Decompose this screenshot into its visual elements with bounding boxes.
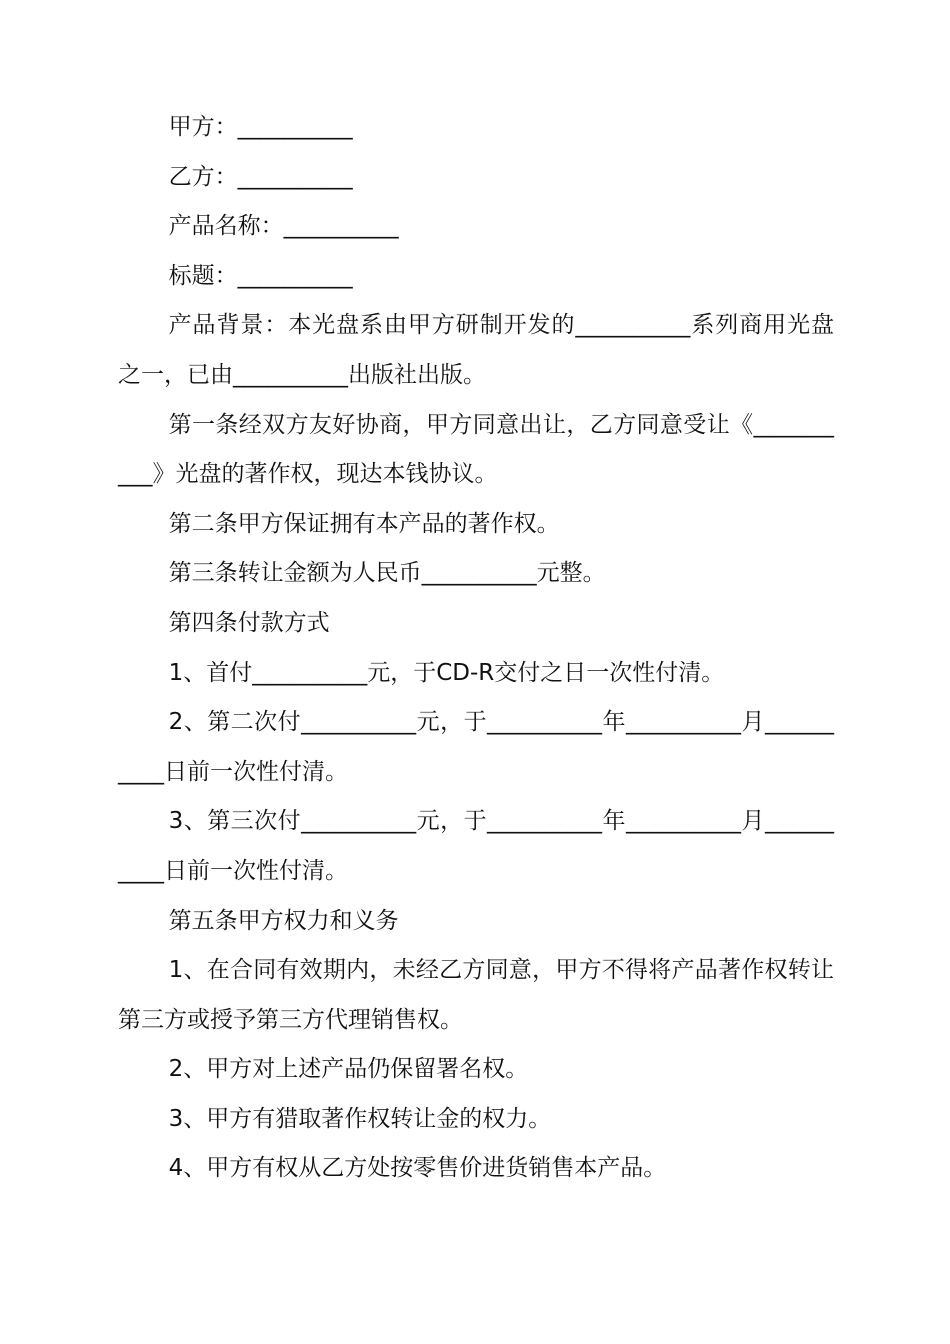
party-a-duty-3: 3、甲方有猎取著作权转让金的权力。 [168, 1105, 552, 1132]
article-4-heading: 第四条付款方式 [168, 609, 330, 636]
party-a-duty-1: 1、在合同有效期内，未经乙方同意，甲方不得将产品著作权转让第三方或授予第三方代理销售权。 [118, 957, 834, 1033]
article-3-paragraph: 第三条转让金额为人民币__________元整。 [168, 560, 606, 587]
party-a-duty-4: 4、甲方有权从乙方处按零售价进货销售本产品。 [168, 1155, 667, 1182]
product-name-line: 产品名称：__________ [168, 213, 399, 240]
product-background-paragraph: 产品背景：本光盘系由甲方研制开发的__________系列商用光盘之一，已由__________出版社出版。 [118, 312, 834, 388]
article-2-paragraph: 第二条甲方保证拥有本产品的著作权。 [168, 510, 560, 537]
payment-item-1: 1、首付__________元，于CD-R交付之日一次性付清。 [168, 659, 725, 686]
payment-item-3: 3、第三次付__________元，于__________年__________月__________日前一次性付清。 [118, 808, 834, 884]
party-b-line: 乙方：__________ [168, 163, 353, 190]
title-line: 标题：__________ [168, 262, 353, 289]
party-a-duty-2: 2、甲方对上述产品仍保留署名权。 [168, 1056, 529, 1083]
payment-item-2: 2、第二次付__________元，于__________年__________月__________日前一次性付清。 [118, 709, 834, 785]
party-a-line: 甲方：__________ [168, 114, 353, 140]
article-1-paragraph: 第一条经双方友好协商，甲方同意出让，乙方同意受让《__________》光盘的著作权，现达本钱协议。 [118, 411, 834, 488]
document-body [118, 103, 834, 1194]
article-5-heading: 第五条甲方权力和义务 [168, 907, 399, 934]
